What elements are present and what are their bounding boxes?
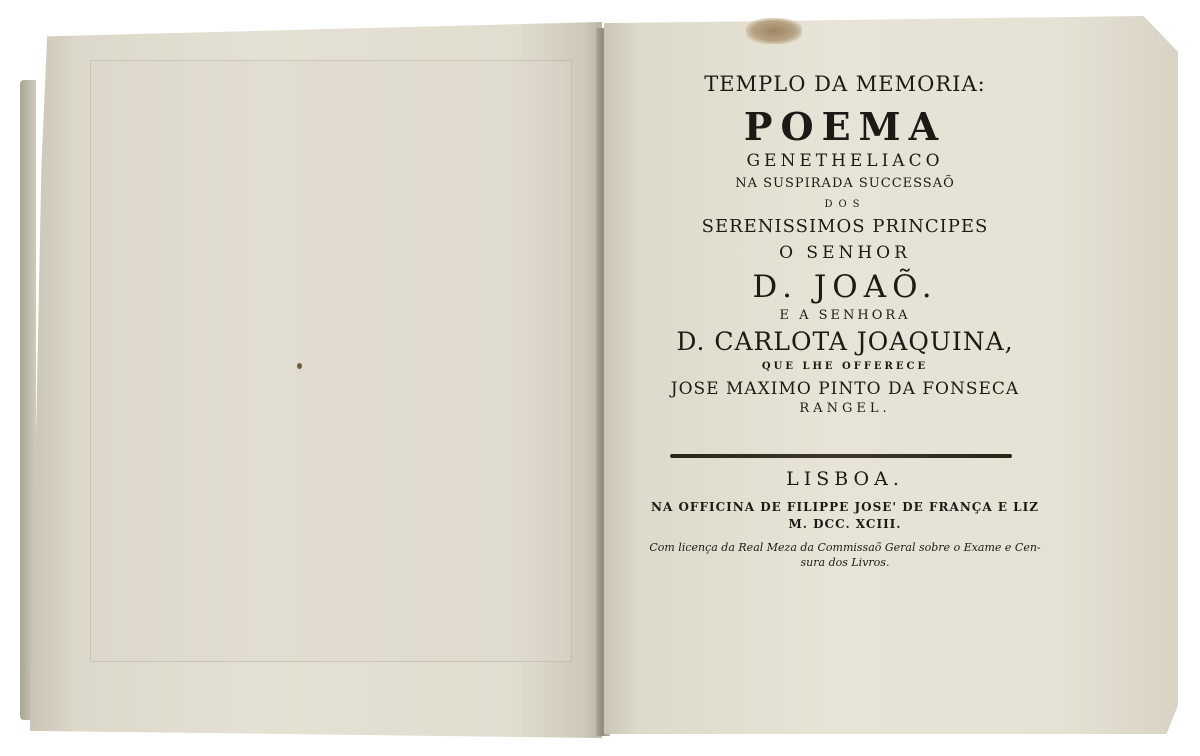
principes-line: SERENISSIMOS PRINCIPES (701, 216, 989, 237)
prince-name: D. JOAÕ. (752, 269, 938, 305)
imprint-city: LISBOA. (786, 468, 904, 490)
dedication-line: QUE LHE OFFERECE (761, 361, 929, 372)
o-senhor-line: O SENHOR (779, 243, 911, 263)
imprint-printer: NA OFFICINA DE FILIPPE JOSE' DE FRANÇA E LIZ (651, 500, 1039, 514)
a-senhora-line: E A SENHORA (779, 308, 911, 323)
dos-line: DOS (824, 199, 866, 210)
occasion-line: NA SUSPIRADA SUCCESSAÕ (735, 176, 955, 191)
foxing-spot (297, 363, 302, 369)
ornamental-rule (670, 454, 1012, 458)
imprint-year: M. DCC. XCIII. (788, 517, 902, 531)
genre-heading: POEMA (743, 104, 947, 149)
license-line-1: Com licença da Real Meza da Commissaõ Geral sobre o Exame e Cen- (649, 541, 1041, 554)
subgenre-line: GENETHELIACO (746, 151, 944, 171)
author-surname: RANGEL. (799, 401, 891, 416)
page-stain (746, 18, 802, 44)
princess-name: D. CARLOTA JOAQUINA, (676, 327, 1014, 356)
book-title: TEMPLO DA MEMORIA: (704, 72, 986, 96)
license-line-2: sura dos Livros. (800, 556, 890, 569)
author-name: JOSE MAXIMO PINTO DA FONSECA (670, 379, 1020, 399)
left-page-plate-mark (90, 60, 572, 662)
